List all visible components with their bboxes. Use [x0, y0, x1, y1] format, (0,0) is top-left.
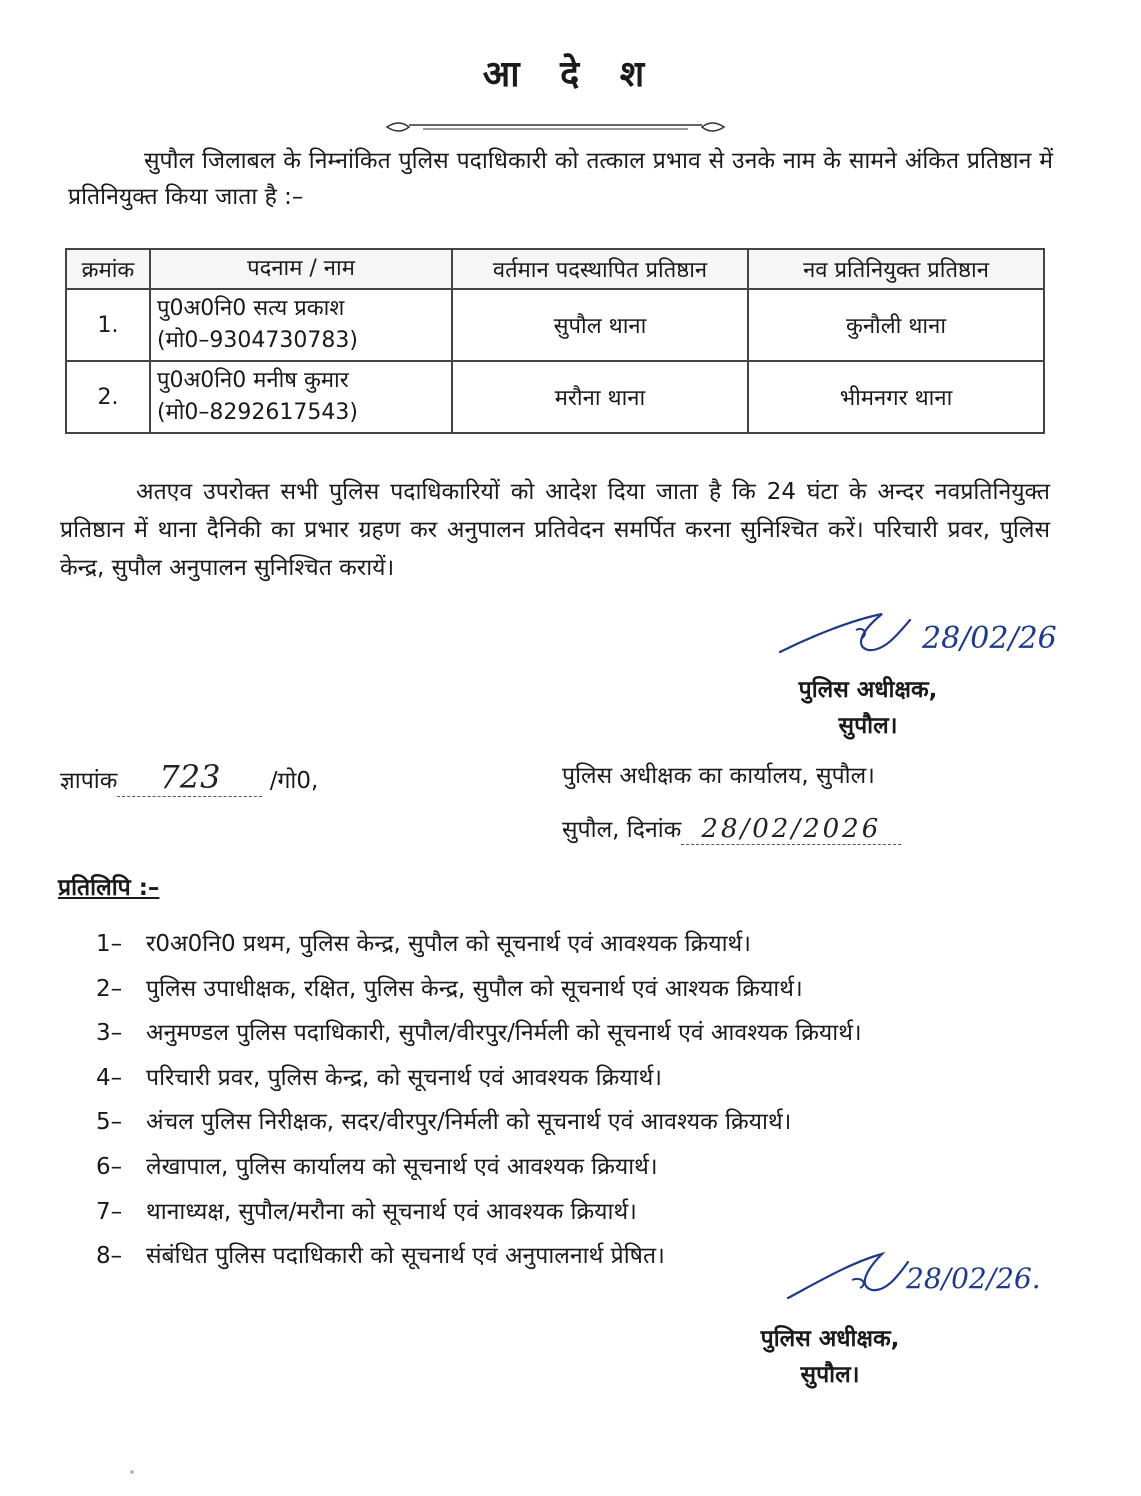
row-current-post: मरौना थाना: [452, 361, 748, 433]
intro-paragraph: सुपौल जिलाबल के निम्नांकित पुलिस पदाधिकारी को तत्काल प्रभाव से उनके नाम के सामने अंकित प्रतिष्ठान में प्रतिनियुक्त किया जाता है :–: [68, 148, 1053, 210]
memo-label: ज्ञापांक: [60, 768, 118, 794]
list-item: [96, 922, 1086, 967]
signature-1-date: 28/02/26: [922, 621, 1057, 656]
table-header-row: [66, 249, 1044, 289]
header-name: पदनाम / नाम: [150, 249, 452, 289]
signature-2-place: सुपौल।: [800, 1362, 860, 1388]
row-officer: [150, 361, 452, 433]
item-number: 8–: [96, 1243, 123, 1270]
list-item: [96, 1145, 1086, 1190]
memo-number-line: [60, 758, 318, 797]
list-item: [96, 1056, 1086, 1101]
document-title: आ दे श: [482, 54, 659, 95]
row-new-post: भीमनगर थाना: [748, 361, 1044, 433]
signature-1: [772, 590, 1072, 680]
memo-suffix: /गो0,: [269, 768, 319, 794]
item-number: 7–: [96, 1198, 123, 1225]
item-text: संबंधित पुलिस पदाधिकारी को सूचनार्थ एवं अनुपालनार्थ प्रेषित।: [146, 1243, 665, 1270]
signature-2: [782, 1232, 1062, 1322]
signature-1-block: [748, 672, 988, 744]
deployment-table: [65, 248, 1045, 434]
instruction-paragraph: अतएव उपरोक्त सभी पुलिस पदाधिकारियों को आदेश दिया जाता है कि 24 घंटा के अन्दर नवप्रतिनियुक्त प्रतिष्ठान में थाना दैनिकी का प्रभार ग्रहण कर अनुपालन प्रतिवेदन समर्पित करना सुनिश्चित करें। परिचारी प्रवर, पुलिस केन्द्र, सुपौल अनुपालन सुनिश्चित करायें।: [60, 479, 1050, 581]
officer-mobile: (मो0–9304730783): [157, 328, 358, 353]
memo-date-line: [562, 812, 901, 845]
item-number: 6–: [96, 1153, 123, 1180]
row-serial: 2.: [66, 361, 150, 433]
item-number: 3–: [96, 1020, 123, 1047]
item-text: अंचल पुलिस निरीक्षक, सदर/वीरपुर/निर्मली को सूचनार्थ एवं आवश्यक क्रियार्थ।: [146, 1109, 792, 1136]
officer-mobile: (मो0–8292617543): [157, 400, 358, 425]
signature-1-place: सुपौल।: [838, 713, 898, 739]
header-new-post: नव प्रतिनियुक्त प्रतिष्ठान: [748, 249, 1044, 289]
row-serial: 1.: [66, 289, 150, 361]
item-text: परिचारी प्रवर, पुलिस केन्द्र, को सूचनार्थ एवं आवश्यक क्रियार्थ।: [146, 1064, 662, 1091]
memo-date: 28/02/2026: [681, 814, 901, 845]
officer-name: पु0अ0नि0 सत्य प्रकाश: [157, 296, 345, 321]
officer-name: पु0अ0नि0 मनीष कुमार: [157, 368, 349, 393]
memo-number: 723: [117, 758, 262, 797]
item-text: पुलिस उपाधीक्षक, रक्षित, पुलिस केन्द्र, सुपौल को सूचनार्थ एवं आश्यक क्रियार्थ।: [146, 975, 803, 1002]
title-ornament: [383, 115, 728, 139]
item-number: 2–: [96, 975, 123, 1002]
scan-speck: [130, 1470, 134, 1474]
item-text: थानाध्यक्ष, सुपौल/मरौना को सूचनार्थ एवं आवश्यक क्रियार्थ।: [146, 1198, 637, 1225]
row-new-post: कुनौली थाना: [748, 289, 1044, 361]
list-item: [96, 1100, 1086, 1145]
table-row: [66, 361, 1044, 433]
list-item: [96, 1011, 1086, 1056]
header-serial: क्रमांक: [66, 249, 150, 289]
table-row: [66, 289, 1044, 361]
item-number: 4–: [96, 1064, 123, 1091]
signature-2-block: [710, 1321, 950, 1393]
copy-list: [96, 922, 1086, 1279]
copy-heading: प्रतिलिपि :–: [58, 875, 160, 901]
list-item: [96, 967, 1086, 1012]
row-officer: [150, 289, 452, 361]
header-current-post: वर्तमान पदस्थापित प्रतिष्ठान: [452, 249, 748, 289]
date-label: सुपौल, दिनांक: [562, 817, 682, 843]
signature-1-designation: पुलिस अधीक्षक,: [798, 677, 938, 703]
item-number: 1–: [96, 931, 123, 957]
list-item: [96, 1190, 1086, 1235]
item-text: लेखापाल, पुलिस कार्यालय को सूचनार्थ एवं आवश्यक क्रियार्थ।: [146, 1153, 658, 1180]
item-text: अनुमण्डल पुलिस पदाधिकारी, सुपौल/वीरपुर/निर्मली को सूचनार्थ एवं आवश्यक क्रियार्थ।: [146, 1020, 862, 1047]
office-name: पुलिस अधीक्षक का कार्यालय, सुपौल।: [562, 763, 875, 789]
signature-2-designation: पुलिस अधीक्षक,: [760, 1326, 900, 1352]
item-text: र0अ0नि0 प्रथम, पुलिस केन्द्र, सुपौल को सूचनार्थ एवं आवश्यक क्रियार्थ।: [146, 931, 751, 957]
signature-2-date: 28/02/26.: [906, 1262, 1041, 1295]
item-number: 5–: [96, 1109, 123, 1136]
row-current-post: सुपौल थाना: [452, 289, 748, 361]
